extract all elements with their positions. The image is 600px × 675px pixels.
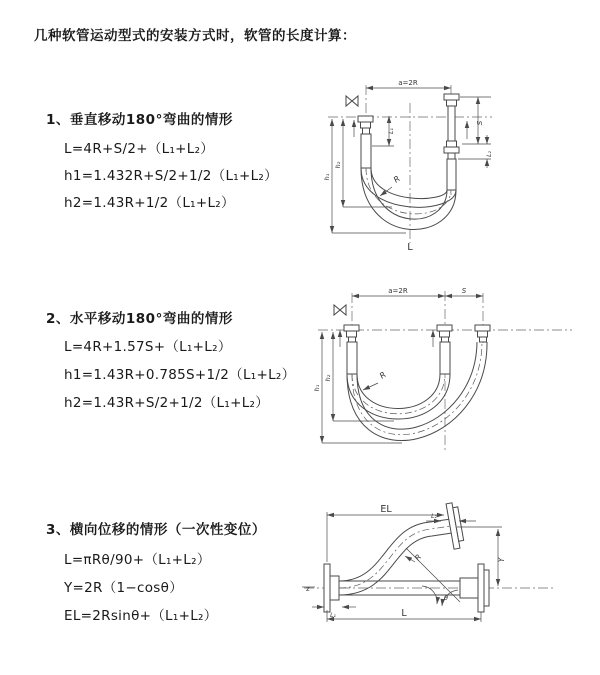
- section-2-formula-h2: h2=1.43R+S/2+1/2（L₁+L₂）: [64, 395, 270, 411]
- hose-curves: [361, 168, 456, 230]
- dim-label-r: R: [377, 370, 388, 381]
- dim-label-theta: θ: [444, 594, 448, 602]
- section-1-formula-h2: h2=1.43R+1/2（L₁+L₂）: [64, 195, 235, 211]
- right-pipe-flanges: [444, 94, 459, 190]
- left-flange: [324, 564, 339, 612]
- braid-section: [447, 159, 456, 190]
- valve-icon: [346, 96, 358, 106]
- dimensions: [323, 79, 493, 253]
- dim-label-l2: L₂: [486, 151, 493, 157]
- braid-section: [361, 134, 371, 168]
- dim-label-l: L: [407, 242, 413, 253]
- dim-label-s: S: [461, 287, 467, 295]
- braid-section: [347, 342, 357, 374]
- section-3-formula-L: L=πRθ/90+（L₁+L₂）: [64, 552, 211, 568]
- svg-text:z: z: [306, 585, 310, 593]
- diagram-vertical-180-bend: [310, 75, 600, 255]
- dim-label-l: L: [401, 608, 407, 619]
- dim-label-y: Y: [497, 557, 506, 563]
- dim-label-el: EL: [380, 504, 392, 515]
- valve-icon: [334, 305, 346, 315]
- left-pipe-flange: [344, 325, 359, 374]
- braid-section: [440, 342, 450, 374]
- dimensions: [313, 287, 483, 443]
- dim-label-a2r: a=2R: [388, 287, 408, 295]
- section-1-heading: 1、垂直移动180°弯曲的情形: [46, 112, 233, 128]
- diagram-horizontal-180-bend: [310, 283, 600, 458]
- section-2-formula-L: L=4R+1.57S+（L₁+L₂）: [64, 339, 232, 355]
- dim-label-h1: h₁: [323, 173, 331, 181]
- axis-mark: [302, 585, 315, 593]
- dim-label-r: R: [391, 174, 402, 185]
- page-title: 几种软管运动型式的安装方式时，软管的长度计算：: [34, 28, 356, 44]
- dim-label-l2: L₂: [431, 513, 437, 520]
- section-3-heading: 3、横向位移的情形（一次性变位）: [46, 522, 266, 538]
- hose-curves: [347, 342, 487, 441]
- section-2-heading: 2、水平移动180°弯曲的情形: [46, 311, 233, 327]
- section-3-formula-EL: EL=2Rsinθ+（L₁+L₂）: [64, 608, 218, 624]
- dim-label-h2: h₂: [334, 161, 342, 169]
- dim-label-l1: L₁: [330, 612, 336, 619]
- dim-label-s: S: [476, 120, 484, 126]
- dimensions: [312, 504, 506, 622]
- dim-label-h1: h₁: [313, 384, 321, 392]
- section-1-formula-h1: h1=1.432R+S/2+1/2（L₁+L₂）: [64, 168, 278, 184]
- dim-label-h2: h₂: [324, 374, 332, 382]
- diagram-lateral-displacement: [298, 500, 598, 660]
- dim-label-r: R: [413, 552, 424, 563]
- right-pipe-flange: [475, 325, 490, 342]
- section-3-formula-Y: Y=2R（1−cosθ）: [64, 580, 184, 596]
- dim-label-l1: L₁: [388, 128, 395, 134]
- dim-label-a2r: a=2R: [398, 79, 418, 87]
- left-pipe-flange: [358, 116, 373, 168]
- middle-pipe-flange: [437, 325, 452, 374]
- section-2-formula-h1: h1=1.43R+0.785S+1/2（L₁+L₂）: [64, 367, 296, 383]
- section-1-formula-L: L=4R+S/2+（L₁+L₂）: [64, 141, 215, 157]
